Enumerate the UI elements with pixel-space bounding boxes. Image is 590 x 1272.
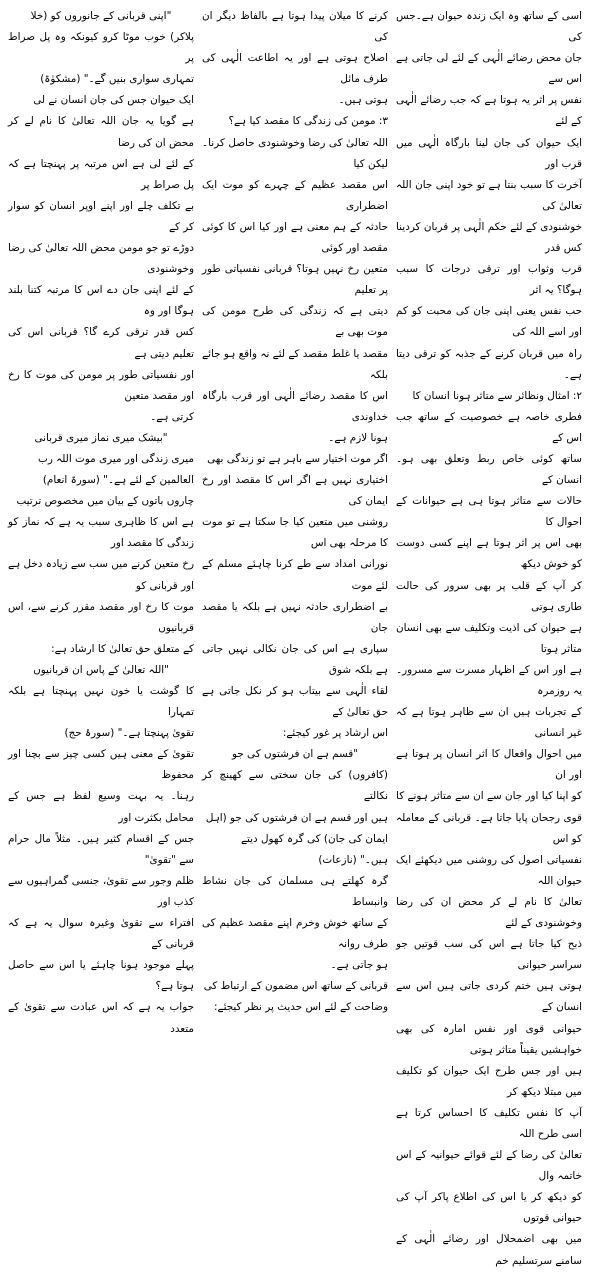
text-line: کے متعلق حق تعالیٰ کا ارشاد ہے: (51, 642, 194, 655)
text-line: ہے اس کا ظاہری سبب یہ ہے کہ نماز کو زندگی کا مقصد اور (8, 516, 194, 550)
text-line: فطری خاصہ ہے خصوصیت کے ساتھ جب اس کے (396, 410, 582, 444)
text-line: لقاء الٰہی سے بیتاب ہو کر نکل جاتی ہے حق تعالیٰ کے (202, 685, 388, 719)
text-line: ۲: امثال ونظائر سے متاثر ہونا انسان کا (412, 389, 582, 402)
text-line: رہنا۔ یہ بہت وسیع لفظ ہے جس کے محامل بکثرت اور (8, 790, 194, 824)
text-line: تمہاری سواری بنیں گے۔" (مشکوٰۃ) (40, 73, 194, 86)
text-line: "قسم ہے ان فرشتوں کی جو (231, 748, 359, 761)
text-line: اللہ تعالیٰ کی رضا وخوشنودی حاصل کرنا۔ لیکن کیا (202, 136, 388, 170)
text-line: جان محض رضائے الٰہی کے لئے لی جاتی ہے اس سے (396, 52, 582, 86)
text-line: پلاکر) خوب موٹا کرو کیونکہ وہ پل صراط پر (8, 31, 194, 65)
text-line: نفس پر اثر یہ ہوتا ہے کہ جب رضائے الٰہی کے لئے (396, 94, 582, 128)
text-line: دیتی ہے کہ زندگی کی طرح مومن کی موت بھی بے (202, 305, 388, 339)
text-line: چاروں باتوں کے بیان میں مخصوص ترتیب (16, 495, 194, 508)
text-line: ذبح کیا جاتا ہے اس کی سب قوتیں جو سراسر حیوانی (396, 938, 582, 972)
text-line: اگر موت اختیار سے باہر ہے تو زندگی بھی (207, 452, 388, 465)
text-line: قوی رجحان پایا جاتا ہے۔ قربانی کے معاملہ کو اس (396, 811, 582, 845)
text-line: آپ کا نفس تکلیف کا احساس کرتا ہے اسی طرح اللہ (396, 1106, 582, 1140)
text-column-left (8, 6, 194, 1035)
text-line: اس مقصد عظیم کے چہرے کو موت ایک اضطراری (202, 178, 388, 212)
text-line: بے تکلف چلے اور اپنے اوپر انسان کو سوار کر کے (8, 199, 194, 233)
text-line: اختیاری نہیں ہے اگر اس کا مقصد اور رخ ایمان کی (202, 474, 388, 508)
text-line: سپاری ہے اس کی جان نکالی نہیں جاتی ہے بلکہ شوق (202, 642, 388, 676)
text-line: تعالیٰ کی رضا کے لئے قوائے حیوانیہ کے اس خاتمہ وال (396, 1149, 582, 1183)
text-line: العالمین کے لئے ہے۔" (سورۃ انعام) (42, 474, 194, 487)
text-line: حب نفس یعنی اپنی جان کی محبت کو کم اور اسے اللہ کی (396, 305, 582, 339)
text-line: روشنی میں متعین کیا جا سکتا ہے تو موت کا مرحلہ بھی اس (202, 516, 388, 550)
text-line: کے لئے اپنی جان دے اس کا مرتبہ کتنا بلند ہوگا اور وہ (8, 284, 194, 318)
text-line: ہے اور اس کے اظہار مسرت سے مسرور۔ یہ روزمرہ (396, 663, 582, 697)
text-line: رخ متعین کرنے میں سب سے زیادہ دخل ہے اور قربانی کو (8, 558, 194, 592)
text-line: ہوتی ہیں۔ (338, 94, 388, 107)
text-line: کرتی ہے۔ (150, 410, 194, 423)
text-line: نورانی امداد سے طے کرنا چاہئے مسلم کے لئے موت (202, 558, 388, 592)
text-line: بے اضطراری حادثہ نہیں ہے بلکہ یا مقصد جان (202, 600, 388, 634)
text-line: ۳: مومن کی زندگی کا مقصد کیا ہے؟ (228, 115, 388, 128)
text-line: حادثہ کے ہم معنی ہے اور کیا اس کا کوئی مقصد اور کوئی (202, 220, 388, 255)
text-line: کرنے کا میلان پیدا ہوتا ہے بالفاظ دیگر ان کی (202, 10, 388, 44)
text-line: میں بھی اضمحلال اور رضائے الٰہی کے سامنے سرتسلیم خم (396, 1233, 582, 1267)
text-line: (کافروں) کی جان سختی سے کھینچ کر نکالتے (202, 769, 388, 803)
text-line: کے ساتھ خوش وخرم اپنے مقصد عظیم کی طرف روانہ (202, 917, 388, 951)
text-line: حیوانی قوی اور نفس امارہ کی بھی خواہشیں یقیناً متاثر ہوتی (396, 1022, 582, 1056)
text-line: کے تجربات ہیں ان سے ظاہر ہوتا ہے کہ غیر انسانی (396, 706, 582, 740)
text-line: ہیں اور جس طرح ایک حیوان کو تکلیف میں مبتلا دیکھ کر (396, 1064, 582, 1098)
text-line: خوشنودی کے لئے حکم الٰہی پر قربان کردینا کس قدر (396, 220, 582, 255)
text-line: "اپنی قربانی کے جانوروں کو (خلا (30, 10, 172, 22)
text-line: آخرت کا سبب بنتا ہے تو خود اپنی جان اللہ تعالیٰ کی (396, 178, 582, 212)
text-line: ہیں اور قسم ہے ان فرشتوں کی جو (اہل (205, 811, 388, 824)
text-line: راہ میں قربان کرنے کے جذبہ کو ترقی دیتا ہے۔ (396, 347, 582, 381)
text-line: "اللہ تعالیٰ کے پاس ان قربانیوں (33, 663, 169, 676)
text-line: گرہ کھلتے ہی مسلمان کی جان نشاط وانبساط (202, 874, 388, 908)
text-line: جواب یہ ہے کہ اس عبادت سے تقویٰ کے متعدد (8, 1001, 194, 1035)
text-line: ظلم وجور سے تقویٰ، جنسی گمراہیوں سے کذب اور (8, 874, 194, 908)
text-line: ہے گویا یہ جان اللہ تعالیٰ کا نام لے کر محض ان کی رضا (8, 115, 194, 149)
text-column-middle (202, 6, 388, 1014)
text-line: میں احوال وافعال کا اثر انسان پر ہوتا ہے اور ان (396, 748, 582, 782)
text-line: میری زندگی اور میری موت اللہ رب (38, 452, 194, 465)
text-line: جس کے اقسام کثیر ہیں۔ مثلاً مال حرام سے "تقویٰ" (8, 832, 194, 866)
text-line: بھی اس پر اثر ہوتا ہے اپنے کسی دوست کو خوش دیکھ (396, 537, 582, 571)
text-line: تقویٰ پہنچتا ہے۔" (سورۂ حج) (64, 727, 194, 740)
text-line: اور نفسیاتی طور پر مومن کی موت کا رخ اور مقصد متعین (8, 368, 194, 402)
text-line: نفسیاتی اصول کی روشنی میں دیکھئے ایک حیوان اللہ (396, 853, 582, 887)
text-line: متعین رخ نہیں ہوتا؟ قربانی نفسیاتی طور پر تعلیم (202, 263, 388, 297)
text-line: ایک حیوان جس کی جان انسان نے لی (33, 94, 194, 107)
text-line: ہو جاتی ہے۔ (330, 959, 388, 972)
text-line: ساتھ کوئی خاص ربط وتعلق بھی ہو۔ انسان کے (396, 452, 582, 487)
text-line: اس ارشاد پر غور کیجئے: (282, 727, 388, 740)
text-line: افتراء سے تقویٰ وغیرہ سوال یہ ہے کہ قربانی کے (8, 917, 194, 951)
text-line: کا گوشت یا خون نہیں پہنچتا ہے بلکہ تمہارا (8, 685, 194, 719)
text-line: مقصد یا غلط مقصد کے لئے نہ واقع ہو جائے بلکہ (202, 347, 388, 381)
text-line: کس قدر ترقی کرے گا؟ قربانی اس کی تعلیم دیتی ہے (8, 326, 194, 360)
text-line: قرب وثواب اور ترقی درجات کا سبب ہوگا؟ یہ اثر (396, 263, 582, 297)
text-line: اس کا مقصد رضائے الٰہی اور قرب بارگاہ خداوندی (202, 389, 388, 423)
text-line: کے لئے لی ہے اس مرتبہ پر پہنچتا ہے کہ پل صراط پر (8, 157, 194, 191)
text-line: کر آپ کے قلب پر بھی سرور کی حالت طاری ہوتی (396, 579, 582, 613)
text-line: اصلاح ہوتی ہے اور یہ اطاعت الٰہی کی طرف مائل (202, 52, 388, 86)
text-line: پہلے موجود ہونا چاہئے یا اس سے حاصل ہوتا ہے؟ (8, 959, 194, 993)
text-line: ایک حیوان کی جان لینا بارگاہ الٰہی میں قرب اور (396, 136, 582, 170)
text-line: ہونا لازم ہے۔ (328, 431, 388, 444)
text-line: ایمان کی جان) کی گرہ کھول دیتے (240, 832, 388, 845)
text-line: اسی کے ساتھ وہ ایک زندہ حیوان ہے۔جس کی (396, 10, 582, 44)
text-line: کو اپنا کیا اور جان سے ان سے متاثر ہونے کا (396, 790, 582, 803)
text-line: تعالیٰ کا نام لے کر محض ان کی رضا وخوشنودی کے لئے (396, 895, 582, 930)
text-line: دوڑے تو جو مومن محض اللہ تعالیٰ کی رضا وخوشنودی (8, 242, 194, 276)
text-line: موت کا رخ اور مقصد مقرر کرنے سے، اس قربانیوں (8, 600, 194, 634)
text-line: "بیشک میری نماز میری قربانی (34, 431, 168, 444)
text-line: حالات سے متاثر ہوتا ہی ہے حیوانات کے احوال کا (396, 495, 582, 529)
text-line: وضاحت کے لئے اس حدیث پر نظر کیجئے: (213, 1001, 388, 1014)
text-line: ہوتی ہیں ختم کردی جاتی ہیں اس سے انسان کے (396, 980, 582, 1014)
text-line: ہیں۔" (نازعات) (318, 853, 388, 866)
text-column-right (396, 6, 582, 1267)
text-line: ہے حیوان کی اذیت وتکلیف سے بھی انسان متاثر ہوتا (396, 621, 582, 655)
text-line: قربانی کے ساتھ اس مضمون کے ارتباط کی (203, 980, 388, 993)
text-line: تقویٰ کے معنی ہیں کسی چیز سے بچنا اور محفوظ (8, 748, 194, 782)
text-line: کو دیکھ کر یا اس کی اطلاع پاکر آپ کی حیوانی قوتوں (396, 1191, 582, 1225)
